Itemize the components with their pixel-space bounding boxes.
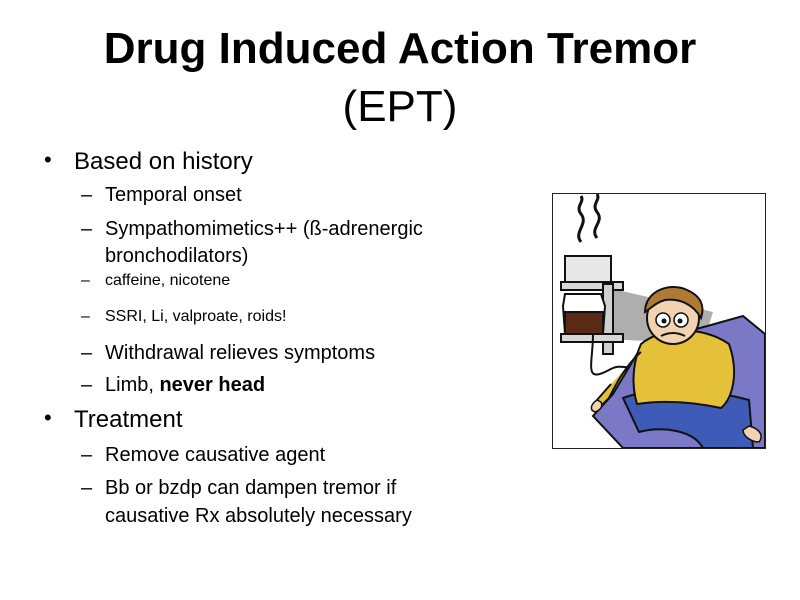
sub-bullet-limb (81, 374, 266, 397)
sub-sub-bullet-caffeine-text: caffeine, nicotene (105, 272, 231, 289)
bullet-history-label: Based on history (74, 148, 253, 175)
dash-marker: – (81, 184, 93, 206)
sub-bullet-remove (81, 444, 326, 467)
bullet-treatment-label: Treatment (74, 406, 183, 433)
sub-bullet-sympath-cont (105, 245, 248, 268)
sub-bullet-limb-prefix: Limb, (105, 374, 160, 396)
sub-sub-bullet-ssri-text: SSRI, Li, valproate, roids! (105, 308, 287, 325)
sub-bullet-withdrawal (81, 342, 376, 365)
dash-marker: – (81, 218, 93, 240)
coffee-drip-cartoon-icon (552, 193, 766, 449)
dash-marker: – (81, 477, 93, 499)
sub-bullet-limb-emphasis: never head (159, 374, 266, 396)
sub-bullet-bb-cont (105, 505, 412, 528)
sub-bullet-bb (81, 477, 397, 500)
page-title (0, 20, 800, 136)
bullet-history (44, 147, 253, 176)
bullet-treatment (44, 405, 183, 434)
bullet-dot: • (44, 147, 52, 172)
dash-marker: – (81, 374, 93, 396)
dash-marker: – (81, 308, 90, 325)
sub-sub-bullet-ssri (81, 308, 287, 326)
dash-marker: – (81, 272, 90, 289)
title-main: Drug Induced Action Tremor (103, 24, 697, 73)
sub-bullet-withdrawal-text: Withdrawal relieves symptoms (105, 342, 376, 364)
dash-marker: – (81, 342, 93, 364)
sub-bullet-sympath-line2: bronchodilators) (105, 245, 249, 267)
sub-bullet-bb-line2: causative Rx absolutely necessary (105, 505, 412, 527)
sub-bullet-sympath-line1: Sympathomimetics++ (ß-adrenergic (105, 218, 423, 240)
sub-bullet-bb-line1: Bb or bzdp can dampen tremor if (105, 477, 397, 499)
bullet-dot: • (44, 405, 52, 430)
sub-bullet-remove-text: Remove causative agent (105, 444, 326, 466)
sub-bullet-temporal (81, 184, 242, 207)
title-subtitle: (EPT) (342, 82, 458, 131)
dash-marker: – (81, 444, 93, 466)
sub-bullet-sympath (81, 218, 423, 241)
sub-bullet-temporal-text: Temporal onset (105, 184, 242, 206)
sub-sub-bullet-caffeine (81, 272, 231, 290)
